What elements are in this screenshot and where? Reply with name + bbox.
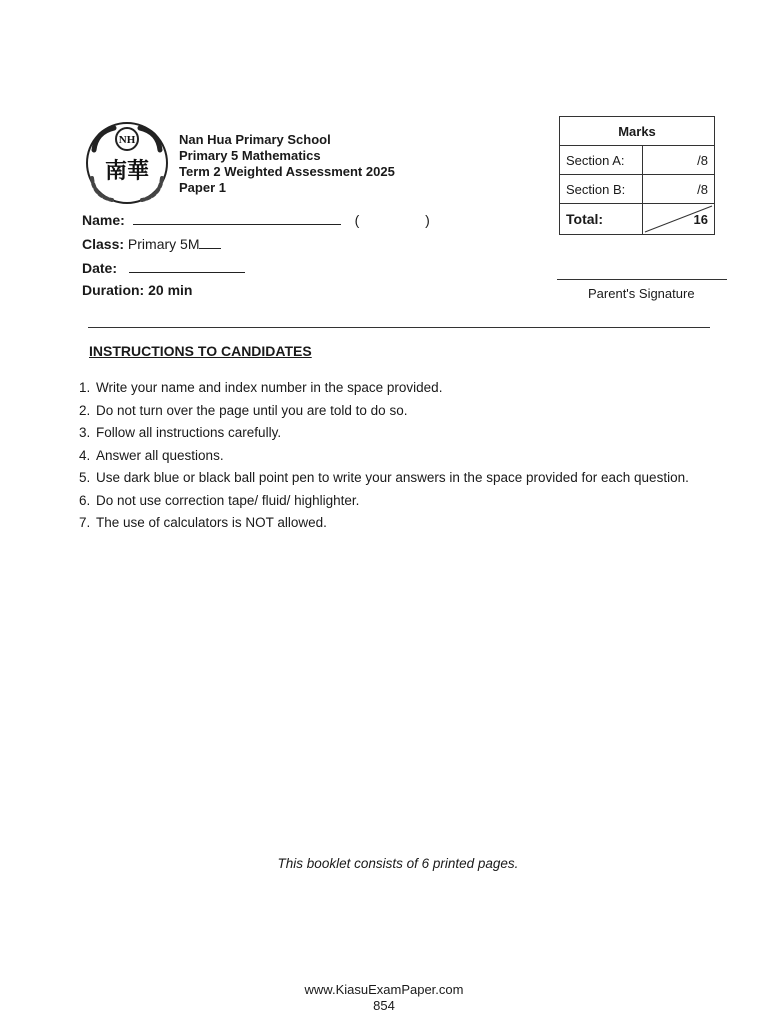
instructions-list: [79, 380, 699, 538]
name-row: [82, 210, 430, 228]
section-b-label: Section B:: [560, 175, 643, 204]
date-field[interactable]: [129, 258, 245, 273]
marks-table: [559, 116, 715, 235]
name-label: Name:: [82, 212, 125, 228]
booklet-note: This booklet consists of 6 printed pages.: [277, 856, 519, 871]
index-open-bracket: (: [354, 212, 360, 228]
class-blank[interactable]: [199, 234, 221, 249]
assessment-title: Term 2 Weighted Assessment 2025: [179, 164, 395, 179]
section-divider: [88, 327, 710, 328]
date-label: Date:: [82, 260, 118, 276]
total-label: Total:: [560, 204, 643, 235]
instruction-item: 2. Do not turn over the page until you are told to do so.: [79, 402, 408, 418]
duration-label: Duration:: [82, 282, 145, 298]
instruction-item: 5. Use dark blue or black ball point pen to write your answers in the space provided for each question.: [79, 470, 689, 485]
marks-row-total: [560, 204, 715, 235]
school-name: Nan Hua Primary School: [179, 132, 331, 147]
section-a-label: Section A:: [560, 146, 643, 175]
index-close-bracket: ): [425, 212, 430, 228]
instruction-item: 4. Answer all questions.: [79, 447, 224, 463]
name-field[interactable]: [133, 210, 341, 225]
marks-row-section-a: [560, 146, 715, 175]
total-score: 16: [693, 211, 708, 227]
date-row: [82, 258, 245, 276]
school-logo: [84, 120, 170, 206]
website-link[interactable]: www.KiasuExamPaper.com: [304, 982, 464, 997]
instruction-item: 6. Do not use correction tape/ fluid/ highlighter.: [79, 492, 360, 508]
logo-characters: 南華: [104, 159, 150, 184]
logo-monogram: NH: [118, 134, 136, 146]
signature-line[interactable]: [557, 279, 727, 280]
class-label: Class:: [82, 236, 125, 252]
instructions-heading: INSTRUCTIONS TO CANDIDATES: [89, 343, 312, 359]
class-row: [82, 234, 221, 252]
duration-row: [82, 282, 192, 298]
class-value: Primary 5M: [127, 236, 200, 252]
instruction-item: 1. Write your name and index number in the space provided.: [79, 380, 443, 395]
subject-title: Primary 5 Mathematics: [179, 148, 321, 163]
marks-header: Marks: [560, 117, 715, 146]
paper-number: Paper 1: [179, 180, 226, 195]
marks-row-section-b: [560, 175, 715, 204]
total-score-cell: [643, 204, 715, 235]
section-b-score: /8: [643, 175, 715, 204]
section-a-score: /8: [643, 146, 715, 175]
duration-value: 20 min: [148, 282, 193, 298]
instruction-item: 3. Follow all instructions carefully.: [79, 425, 282, 440]
page-number: 854: [373, 998, 395, 1013]
signature-label: Parent's Signature: [588, 286, 695, 301]
instruction-item: 7. The use of calculators is NOT allowed.: [79, 515, 327, 530]
